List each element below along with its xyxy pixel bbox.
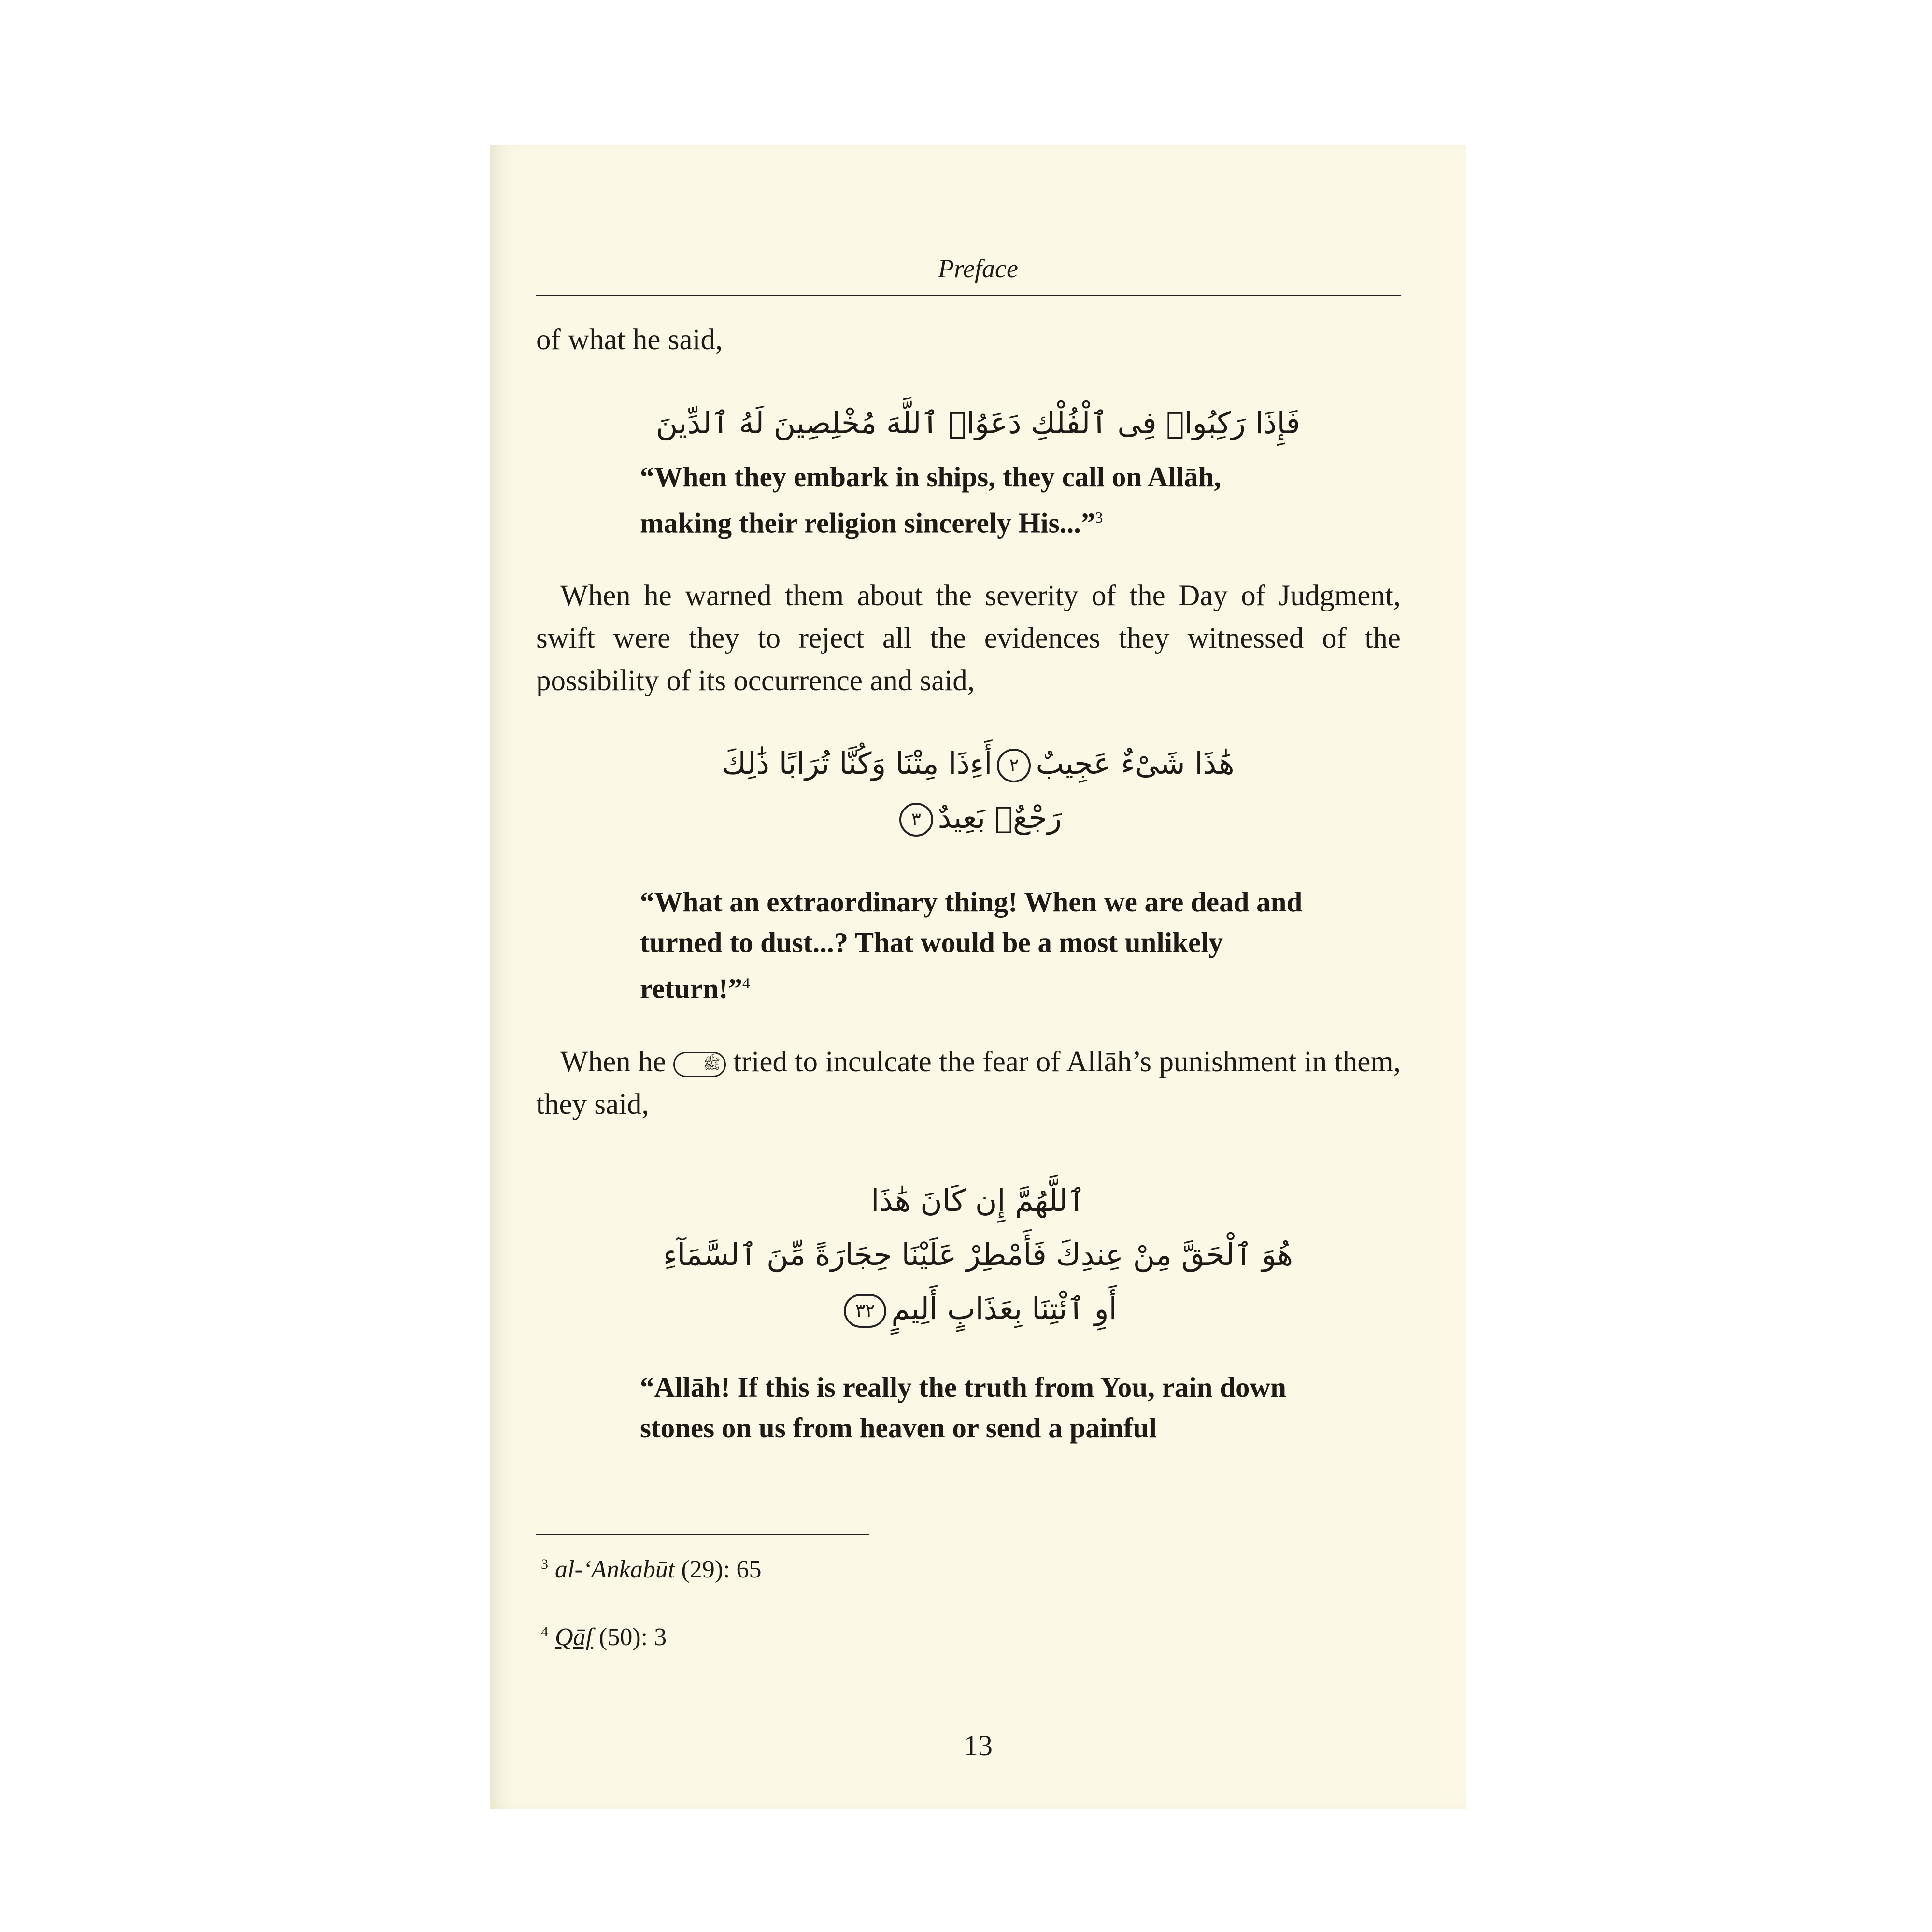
verse3-arabic <box>490 1174 1466 1336</box>
intro-text: of what he said, <box>536 324 723 356</box>
paragraph-2-text: When he ﷺ tried to inculcate the fear of Allāh’s punishment in them, they said, <box>536 1046 1401 1121</box>
verse1-translation <box>640 456 1307 543</box>
verse2-arabic-line2: رَجْعٌۢ بَعِيدٌ٣ <box>490 791 1466 845</box>
verse1-translation-text: “When they embark in ships, they call on Allāh, making their religion sincerely His...” <box>640 461 1222 539</box>
footnote-ref-4: 4 <box>742 974 750 992</box>
header-rule <box>536 295 1401 296</box>
verse3-translation <box>640 1367 1307 1448</box>
verse1-arabic-line: فَإِذَا رَكِبُوا۟ فِى ٱلْفُلْكِ دَعَوُا۟ ٱللَّهَ مُخْلِصِينَ لَهُ ٱلدِّينَ <box>655 405 1301 440</box>
verse2-arabic <box>490 737 1466 845</box>
paragraph-1-text: When he warned them about the severity of the Day of Judgment, swift were they to reject all the evidences they witnessed of the possibility of its occurrence and said, <box>536 580 1401 697</box>
verse3-arabic-line1: ٱللَّهُمَّ إِن كَانَ هَٰذَا <box>871 1183 1085 1218</box>
honorific-icon: ﷺ <box>673 1052 725 1077</box>
paragraph-2 <box>536 1041 1401 1126</box>
verse3-translation-text: “Allāh! If this is really the truth from You, rain down stones on us from heaven or send a painful <box>640 1371 1286 1444</box>
verse3-arabic-line2: هُوَ ٱلْحَقَّ مِنْ عِندِكَ فَأَمْطِرْ عَلَيْنَا حِجَارَةً مِّنَ ٱلسَّمَآءِ <box>663 1237 1293 1272</box>
footnote-ref-3: 3 <box>1095 509 1103 526</box>
verse2-translation <box>640 881 1307 1009</box>
footnote-4: $^4$ Qāf (50): 3 <box>541 1623 667 1651</box>
footnote-rule <box>536 1534 869 1535</box>
running-header: Preface <box>938 254 1018 283</box>
verse2-translation-text: “What an extraordinary thing! When we are dead and turned to dust...? That would be a most unlikely return!” <box>640 886 1303 1005</box>
ayah-number-icon: ٣٢ <box>844 1294 886 1328</box>
verse1-arabic <box>490 396 1466 450</box>
paragraph-1 <box>536 575 1401 702</box>
page-number: 13 <box>964 1730 993 1762</box>
footnote-3: $^3$ al-‘Ankabūt (29): 65 <box>541 1556 762 1583</box>
ayah-number-icon: ٣ <box>899 803 933 837</box>
verse2-arabic-line1: هَٰذَا شَىْءٌ عَجِيبٌ٢أَءِذَا مِتْنَا وَكُنَّا تُرَابًا ذَٰلِكَ <box>490 737 1466 791</box>
verse3-arabic-line3: أَوِ ٱئْتِنَا بِعَذَابٍ أَلِيمٍ٣٢ <box>490 1282 1466 1336</box>
intro-line <box>536 319 1401 361</box>
ayah-number-icon: ٢ <box>997 749 1031 782</box>
book-page <box>490 145 1466 1809</box>
